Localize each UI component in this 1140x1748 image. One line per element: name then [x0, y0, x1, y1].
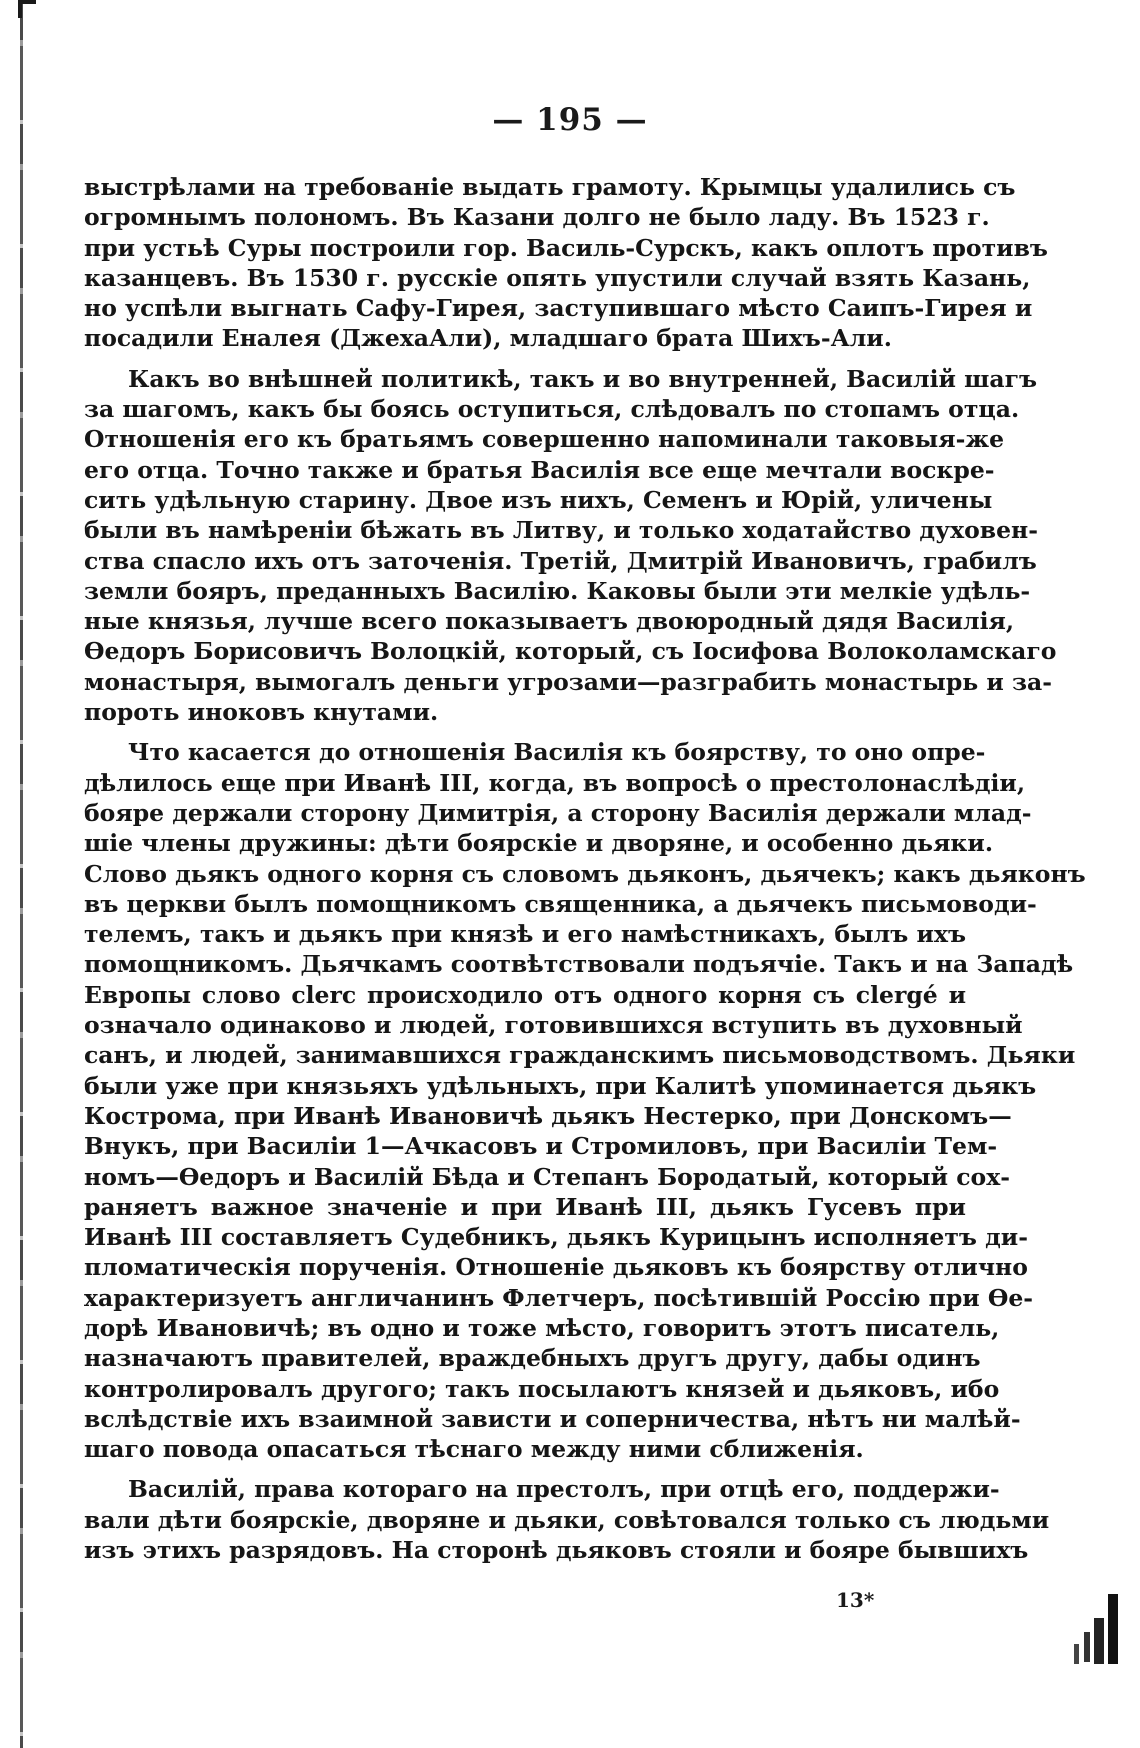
text-line: раняетъ важное значеніе и при Иванѣ III, дьякъ Гусевъ при — [84, 1192, 966, 1221]
text-line: номъ—Ѳедоръ и Василій Бѣда и Степанъ Бородатый, который сох- — [84, 1162, 1010, 1191]
paragraph — [84, 364, 1057, 728]
text-line: Кострома, при Иванѣ Ивановичѣ дьякъ Нестерко, при Донскомъ— — [84, 1101, 1012, 1130]
page-number: — 195 — — [492, 102, 648, 138]
text-line: вслѣдствіе ихъ взаимной зависти и соперничества, нѣтъ ни малѣй- — [84, 1404, 1021, 1433]
text-line: за шагомъ, какъ бы боясь оступиться, слѣдовалъ по стопамъ отца. — [84, 395, 1020, 424]
text-line: назначаютъ правителей, враждебныхъ другъ другу, дабы одинъ — [84, 1344, 981, 1373]
text-line: бояре держали сторону Димитрія, а сторону Василія держали млад- — [84, 798, 1032, 827]
text-line: Какъ во внѣшней политикѣ, такъ и во внутренней, Василій шагъ — [128, 364, 1038, 393]
paragraph-gap — [84, 727, 966, 737]
text-line: помощникомъ. Дьячкамъ соотвѣтствовали подъячіе. Такъ и на Западѣ — [84, 950, 1074, 979]
paragraph — [84, 172, 1048, 354]
text-line: выстрѣлами на требованіе выдать грамоту. Крымцы удалились съ — [84, 173, 1016, 201]
text-line: земли бояръ, преданныхъ Василію. Каковы были эти мелкіе удѣль- — [84, 576, 1031, 605]
text-line: телемъ, такъ и дьякъ при князѣ и его намѣстникахъ, былъ ихъ — [84, 920, 966, 949]
text-line: изъ этихъ разрядовъ. На сторонѣ дьяковъ стояли и бояре бывшихъ — [84, 1536, 1029, 1565]
text-line: ные князья, лучше всего показываетъ двоюродный дядя Василія, — [84, 607, 1015, 636]
text-line: Василій, права котораго на престолъ, при отцѣ его, поддержи- — [128, 1475, 1000, 1504]
paragraph — [84, 737, 1086, 1464]
text-line: Ѳедоръ Борисовичъ Волоцкій, который, съ Іосифова Волоколамскаго — [84, 637, 1057, 666]
body-text — [84, 172, 1086, 1565]
text-line: были въ намѣреніи бѣжать въ Литву, и только ходатайство духовен- — [84, 516, 1038, 545]
text-line: Иванѣ III составляетъ Судебникъ, дьякъ Курицынъ исполняетъ ди- — [84, 1223, 1028, 1252]
text-line: огромнымъ полономъ. Въ Казани долго не было ладу. Въ 1523 г. — [84, 203, 990, 232]
text-line: Отношенія его къ братьямъ совершенно напоминали таковыя-же — [84, 425, 1005, 454]
text-line: шаго повода опасаться тѣснаго между ними сближенія. — [84, 1435, 864, 1464]
text-line: казанцевъ. Въ 1530 г. русскіе опять упустили случай взять Казань, — [84, 263, 1031, 292]
text-line: Европы слово clerc происходило отъ одного корня съ clergé и — [84, 980, 966, 1009]
text-line: при устьѣ Суры построили гор. Василь-Сурскъ, какъ оплотъ противъ — [84, 233, 1048, 262]
paragraph — [84, 1474, 1050, 1565]
text-line: въ церкви былъ помощникомъ священника, а дьячекъ письмоводи- — [84, 889, 1037, 918]
scan-left-edge — [20, 0, 23, 1748]
text-line: были уже при князьяхъ удѣльныхъ, при Калитѣ упоминается дьякъ — [84, 1071, 1037, 1100]
text-line: Внукъ, при Василіи 1—Ачкасовъ и Стромиловъ, при Василіи Тем- — [84, 1132, 998, 1161]
text-line: но успѣли выгнать Сафу-Гирея, заступившаго мѣсто Саипъ-Гирея и — [84, 294, 1033, 323]
paragraph-gap — [84, 354, 966, 364]
text-line: контролировалъ другого; такъ посылаютъ князей и дьяковъ, ибо — [84, 1374, 1000, 1403]
text-line: Что касается до отношенія Василія къ боярству, то оно опре- — [128, 738, 986, 767]
text-line: Слово дьякъ одного корня съ словомъ дьяконъ, дьячекъ; какъ дьяконъ — [84, 859, 1086, 888]
text-line: сить удѣльную старину. Двое изъ нихъ, Семенъ и Юрій, уличены — [84, 485, 993, 514]
text-line: вали дѣти боярскіе, дворяне и дьяки, совѣтовался только съ людьми — [84, 1505, 1050, 1534]
text-line: шіе члены дружины: дѣти боярскіе и дворяне, и особенно дьяки. — [84, 829, 994, 858]
text-line: посадили Еналея (ДжехаАли), младшаго брата Шихъ-Али. — [84, 324, 892, 353]
text-line: ства спасло ихъ отъ заточенія. Третій, Дмитрій Ивановичъ, грабилъ — [84, 546, 1037, 575]
text-line: монастыря, вымогалъ деньги угрозами—разграбить монастырь и за- — [84, 667, 1052, 696]
text-line: его отца. Точно также и братья Василія все еще мечтали воскре- — [84, 455, 995, 484]
scan-artifact — [1064, 1588, 1120, 1668]
text-line: дорѣ Ивановичѣ; въ одно и тоже мѣсто, говоритъ этотъ писатель, — [84, 1313, 1000, 1342]
paragraph-gap — [84, 1464, 966, 1474]
text-line: дѣлилось еще при Иванѣ III, когда, въ вопросѣ о престолонаслѣдіи, — [84, 768, 1026, 797]
text-line: санъ, и людей, занимавшихся гражданскимъ письмоводствомъ. Дьяки — [84, 1041, 1076, 1070]
text-line: означало одинаково и людей, готовившихся вступить въ духовный — [84, 1011, 1023, 1040]
signature-mark: 13* — [836, 1588, 875, 1612]
text-line: пороть иноковъ кнутами. — [84, 698, 439, 727]
text-line: характеризуетъ англичанинъ Флетчеръ, посѣтившій Россію при Ѳе- — [84, 1283, 1034, 1312]
text-line: пломатическія порученія. Отношеніе дьяковъ къ боярству отлично — [84, 1253, 1028, 1282]
scan-corner-mark — [18, 0, 36, 18]
